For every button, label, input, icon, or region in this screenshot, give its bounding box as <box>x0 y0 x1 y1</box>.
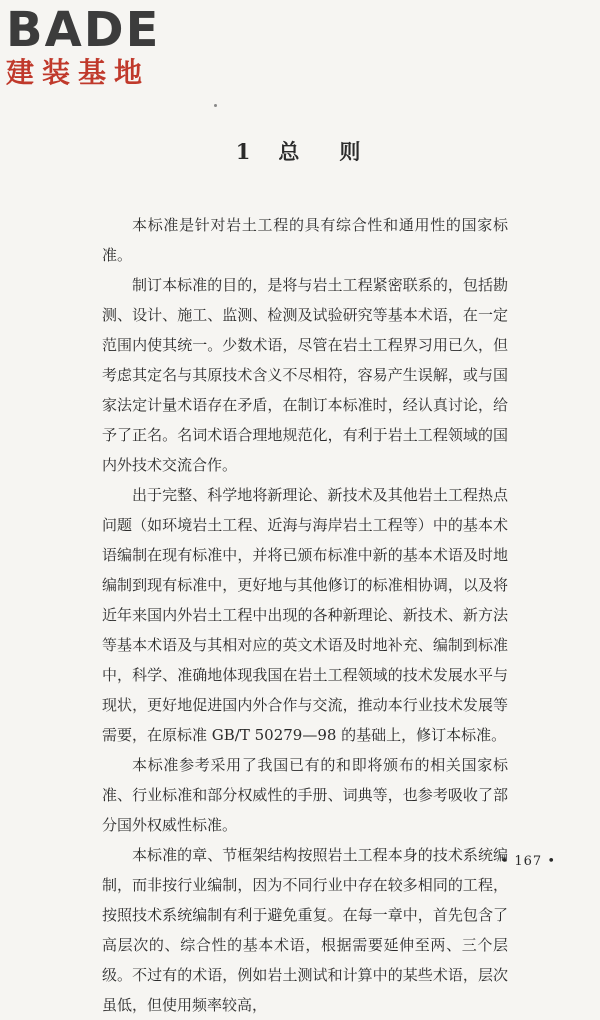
chapter-number: 1 <box>235 139 255 164</box>
paragraph: 制订本标准的目的，是将与岩土工程紧密联系的，包括勘测、设计、施工、监测、检测及试验研究等基本术语，在一定范围内使其统一。少数术语，尽管在岩土工程界习用已久，但考虑其定名与其原技术含义不尽相符，容易产生误解，或与国家法定计量术语存在矛盾，在制订本标准时，经认真讨论，给予了正名。名词术语合理地规范化，有利于岩土工程领域的国内外技术交流合作。 <box>102 276 508 474</box>
paragraph: 本标准参考采用了我国已有的和即将颁布的相关国家标准、行业标准和部分权威性的手册、词典等，也参考吸收了部分国外权威性标准。 <box>102 756 508 834</box>
paragraph: 出于完整、科学地将新理论、新技术及其他岩土工程热点问题（如环境岩土工程、近海与海岸岩土工程等）中的基本术语编制在现有标准中，并将已颁布标准中新的基本术语及时地编制到现有标准中，更好地与其他修订的标准相协调，以及将近年来国内外岩土工程中出现的各种新理论、新技术、新方法等基本术语及与其相对应的英文术语及时地补充、编制到标准中，科学、准确地体现我国在岩土工程领域的技术发展水平与现状，更好地促进国内外合作与交流，推动本行业技术发展等需要，在原标准 GB/T 50279—98 的基础上，修订本标准。 <box>102 486 508 744</box>
page-number: • 167 • <box>500 854 556 869</box>
logo-brand: BADE <box>6 2 161 58</box>
body-text <box>102 210 508 1020</box>
print-speck <box>214 104 217 107</box>
logo <box>6 2 186 96</box>
paragraph: 本标准的章、节框架结构按照岩土工程本身的技术系统编制，而非按行业编制，因为不同行业中存在较多相同的工程，按照技术系统编制有利于避免重复。在每一章中，首先包含了高层次的、综合性的基本术语，根据需要延伸至两、三个层级。不过有的术语，例如岩土测试和计算中的某些术语，层次虽低，但使用频率较高， <box>102 846 508 1014</box>
chapter-title-char-2: 则 <box>339 139 365 164</box>
logo-subtitle: 建装基地 <box>6 56 151 89</box>
paragraph: 本标准是针对岩土工程的具有综合性和通用性的国家标准。 <box>102 216 508 264</box>
chapter-title-char-1: 总 <box>278 139 304 164</box>
chapter-heading <box>0 136 600 166</box>
